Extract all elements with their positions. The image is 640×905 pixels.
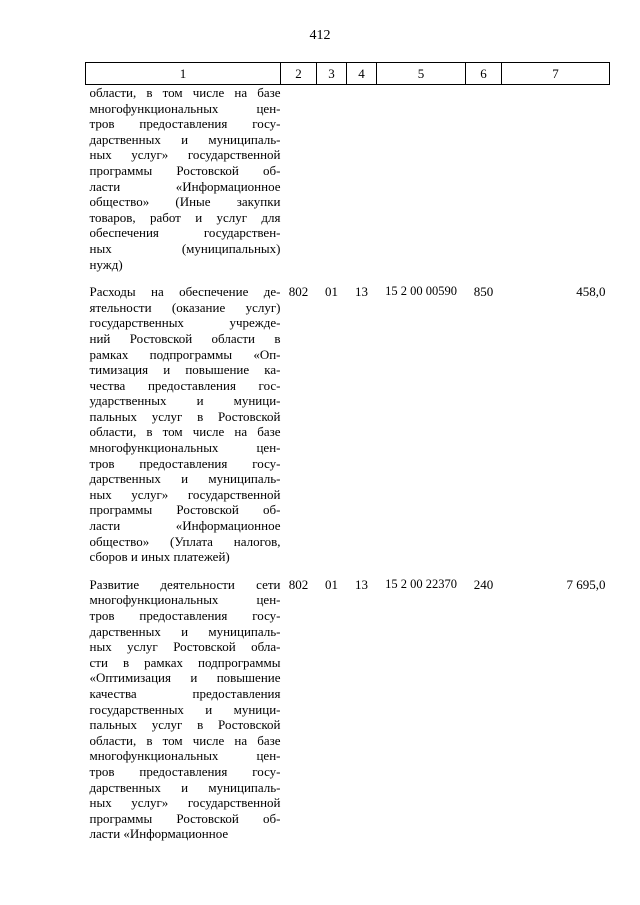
description-line: сборов и иных платежей) <box>89 549 230 565</box>
description-line: многофункциональных цен- <box>89 748 281 764</box>
row-description <box>86 565 281 842</box>
row-description <box>86 85 281 273</box>
subsection-code: 13 <box>355 576 368 592</box>
description-line: ласти «Информационное <box>89 178 281 194</box>
description-line: государственных учрежде- <box>89 315 281 331</box>
description-line: обеспечения государствен- <box>89 225 281 241</box>
description-line: тимизация и повышение ка- <box>89 362 281 378</box>
description-line: тров предоставления госу- <box>89 116 281 132</box>
header-col-3: 3 <box>317 63 347 85</box>
description-line: ний Ростовской области в <box>89 330 281 346</box>
header-col-2: 2 <box>281 63 317 85</box>
description-line: ных услуг» государственной <box>89 147 281 163</box>
description-line: общество» (Уплата налогов, <box>89 533 281 549</box>
header-col-5: 5 <box>377 63 466 85</box>
description-line: пальных услуг в Ростовской <box>89 717 281 733</box>
subsection-code: 13 <box>355 284 368 300</box>
description-line: программы Ростовской об- <box>89 810 281 826</box>
description-line: Развитие деятельности сети <box>89 576 281 592</box>
description-line: программы Ростовской об- <box>89 162 281 178</box>
description-line: ных услуг Ростовской обла- <box>89 639 281 655</box>
table-header-row <box>86 63 610 85</box>
description-line: ласти «Информационное <box>89 826 229 842</box>
target-article-code: 15 2 00 22370 <box>385 576 457 591</box>
description-line: рамках подпрограммы «Оп- <box>89 346 281 362</box>
amount-value: 7 695,0 <box>566 576 606 592</box>
description-line: чества предоставления гос- <box>89 377 281 393</box>
description-line: дарственных и муниципаль- <box>89 471 281 487</box>
description-line: многофункциональных цен- <box>89 100 281 116</box>
subsection-code <box>347 85 377 273</box>
budget-table <box>85 62 610 842</box>
ministry-code: 802 <box>288 576 309 592</box>
description-line: «Оптимизация и повышение <box>89 670 281 686</box>
section-code: 01 <box>325 284 338 300</box>
description-line: товаров, работ и услуг для <box>89 209 281 225</box>
description-line: дарственных и муниципаль- <box>89 131 281 147</box>
page-number: 412 <box>309 28 331 43</box>
description-line: нужд) <box>89 256 123 272</box>
description-line: многофункциональных цен- <box>89 440 281 456</box>
target-article-code: 15 2 00 00590 <box>385 284 457 299</box>
description-line: ударственных и муници- <box>89 393 281 409</box>
description-line: тров предоставления госу- <box>89 455 281 471</box>
table-row <box>86 272 610 565</box>
amount-value: 458,0 <box>576 284 606 300</box>
description-line: ных (муниципальных) <box>89 240 281 256</box>
table-row <box>86 565 610 842</box>
expense-type-code: 850 <box>473 284 494 300</box>
header-col-1: 1 <box>86 63 281 85</box>
header-col-6: 6 <box>466 63 502 85</box>
table-row <box>86 85 610 273</box>
expense-type-code: 240 <box>473 576 494 592</box>
expense-type-code <box>466 85 502 273</box>
description-line: многофункциональных цен- <box>89 592 281 608</box>
description-line: тров предоставления госу- <box>89 763 281 779</box>
description-line: ласти «Информационное <box>89 518 281 534</box>
description-line: области, в том числе на базе <box>89 85 281 100</box>
description-line: ных услуг» государственной <box>89 795 281 811</box>
description-line: государственных и муници- <box>89 701 281 717</box>
section-code: 01 <box>325 576 338 592</box>
description-line: ных услуг» государственной <box>89 486 281 502</box>
description-line: дарственных и муниципаль- <box>89 623 281 639</box>
description-line: программы Ростовской об- <box>89 502 281 518</box>
amount-value <box>502 85 610 273</box>
description-line: тров предоставления госу- <box>89 608 281 623</box>
header-col-4: 4 <box>347 63 377 85</box>
description-line: дарственных и муниципаль- <box>89 779 281 795</box>
description-line: качества предоставления <box>89 685 281 701</box>
description-line: ятельности (оказание услуг) <box>89 299 281 315</box>
ministry-code <box>281 85 317 273</box>
description-line: Расходы на обеспечение де- <box>89 284 281 300</box>
row-description <box>86 272 281 565</box>
description-line: общество» (Иные закупки <box>89 194 281 210</box>
header-col-7: 7 <box>502 63 610 85</box>
section-code <box>317 85 347 273</box>
description-line: пальных услуг в Ростовской <box>89 408 281 424</box>
ministry-code: 802 <box>288 284 309 300</box>
target-article-code <box>377 85 466 273</box>
description-line: сти в рамках подпрограммы <box>89 654 281 670</box>
description-line: области, в том числе на базе <box>89 424 281 440</box>
description-line: области, в том числе на базе <box>89 732 281 748</box>
